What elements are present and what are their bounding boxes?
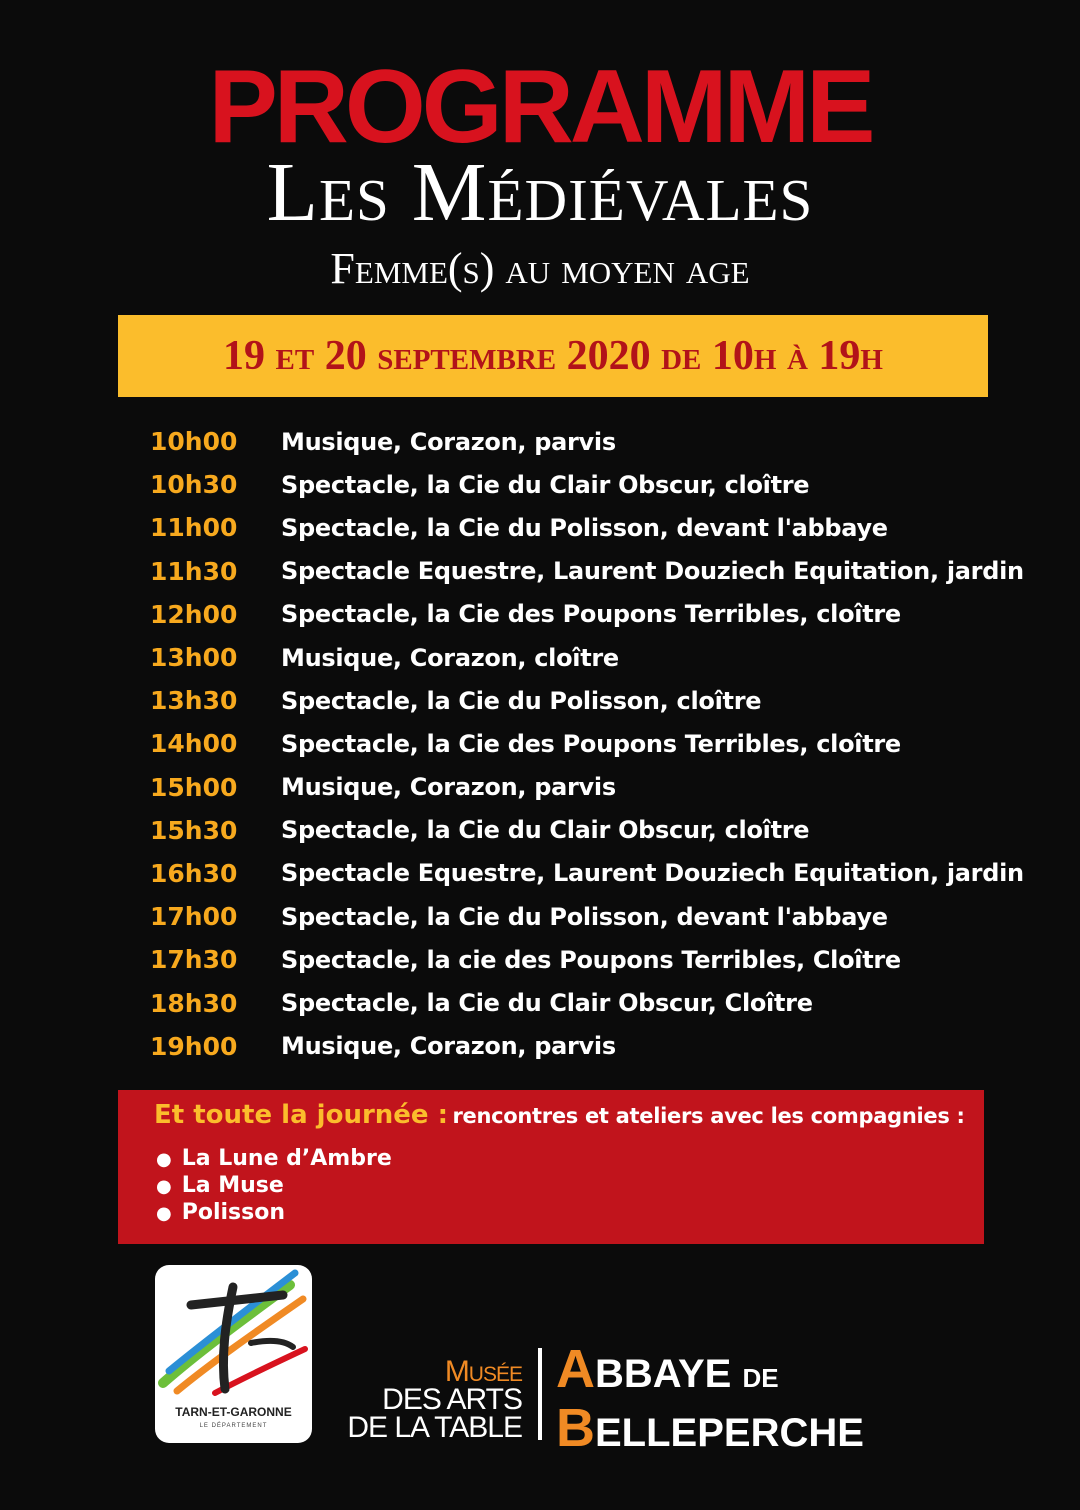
schedule-time: 18h30 <box>150 988 238 1018</box>
all-day-box <box>118 1090 984 1244</box>
company-item: ● La Muse <box>156 1173 392 1200</box>
abbaye-line-2 <box>556 1398 864 1458</box>
date-banner: 19 et 20 septembre 2020 de 10h à 19h <box>118 315 988 397</box>
department-subtitle: LE DÉPARTEMENT <box>199 1423 268 1429</box>
company-item: ● La Lune d’Ambre <box>156 1146 392 1173</box>
schedule-time: 16h30 <box>150 858 238 888</box>
schedule-event: Spectacle, la Cie des Poupons Terribles, cloître <box>281 729 901 758</box>
schedule-row <box>150 420 1050 463</box>
belleperche-word: ELLEPERCHE <box>595 1411 864 1455</box>
schedule-time: 12h00 <box>150 599 238 629</box>
schedule-time: 13h30 <box>150 686 238 716</box>
schedule-row <box>150 981 1050 1024</box>
schedule-time: 11h30 <box>150 556 238 586</box>
schedule-event: Spectacle, la Cie du Polisson, devant l'abbaye <box>281 902 888 931</box>
schedule-list <box>150 420 1050 1068</box>
abbaye-logo <box>556 1339 864 1458</box>
schedule-event: Musique, Corazon, parvis <box>281 427 616 456</box>
schedule-row <box>150 766 1050 809</box>
schedule-time: 15h00 <box>150 772 238 802</box>
schedule-event: Spectacle, la Cie du Clair Obscur, Cloître <box>281 989 813 1018</box>
musee-line-2: DES ARTS <box>382 1383 522 1416</box>
schedule-row <box>150 593 1050 636</box>
company-item: ● Polisson <box>156 1200 392 1227</box>
schedule-time: 17h30 <box>150 945 238 975</box>
logo-divider <box>538 1348 542 1440</box>
schedule-event: Musique, Corazon, parvis <box>281 1032 616 1061</box>
all-day-heading <box>154 1100 965 1130</box>
schedule-event: Spectacle, la cie des Poupons Terribles, Cloître <box>281 945 901 974</box>
schedule-time: 17h00 <box>150 902 238 932</box>
schedule-time: 13h00 <box>150 643 238 673</box>
poster-subtitle: Les Médiévales <box>266 146 814 239</box>
schedule-event: Spectacle, la Cie du Polisson, devant l'abbaye <box>281 513 888 542</box>
schedule-event: Musique, Corazon, cloître <box>281 643 619 672</box>
schedule-event: Spectacle, la Cie du Clair Obscur, cloître <box>281 470 810 499</box>
schedule-row <box>150 636 1050 679</box>
musee-logo <box>340 1355 522 1444</box>
abbaye-initial-a: A <box>556 1339 595 1399</box>
poster-tagline: Femme(s) au moyen age <box>330 244 750 293</box>
poster-title: PROGRAMME <box>208 49 872 165</box>
musee-line-3: DE LA TABLE <box>347 1411 522 1444</box>
schedule-event: Spectacle Equestre, Laurent Douziech Equitation, jardin <box>281 859 1024 888</box>
schedule-row <box>150 506 1050 549</box>
schedule-row <box>150 809 1050 852</box>
schedule-event: Spectacle, la Cie des Poupons Terribles, cloître <box>281 600 901 629</box>
schedule-time: 15h30 <box>150 815 238 845</box>
abbaye-word: BBAYE <box>595 1352 732 1396</box>
schedule-time: 19h00 <box>150 1031 238 1061</box>
schedule-row <box>150 852 1050 895</box>
schedule-row <box>150 895 1050 938</box>
schedule-time: 10h30 <box>150 470 238 500</box>
department-name: TARN-ET-GARONNE <box>175 1405 292 1419</box>
department-emblem-icon <box>155 1265 312 1405</box>
tarn-et-garonne-logo <box>155 1265 312 1443</box>
schedule-row <box>150 938 1050 981</box>
musee-line-1: Musée <box>444 1355 522 1388</box>
schedule-row <box>150 1025 1050 1068</box>
companies-list <box>156 1146 392 1227</box>
schedule-row <box>150 722 1050 765</box>
schedule-time: 10h00 <box>150 427 238 457</box>
abbaye-line-1 <box>556 1339 864 1403</box>
schedule-event: Spectacle, la Cie du Clair Obscur, cloître <box>281 816 810 845</box>
schedule-row <box>150 679 1050 722</box>
schedule-time: 11h00 <box>150 513 238 543</box>
schedule-event: Spectacle, la Cie du Polisson, cloître <box>281 686 762 715</box>
abbaye-de: DE <box>742 1363 779 1393</box>
all-day-text: rencontres et ateliers avec les compagnies : <box>452 1104 965 1128</box>
schedule-row <box>150 463 1050 506</box>
abbaye-initial-b: B <box>556 1398 595 1458</box>
all-day-label: Et toute la journée : <box>154 1100 448 1130</box>
schedule-event: Spectacle Equestre, Laurent Douziech Equitation, jardin <box>281 557 1024 586</box>
schedule-event: Musique, Corazon, parvis <box>281 773 616 802</box>
schedule-row <box>150 550 1050 593</box>
schedule-time: 14h00 <box>150 729 238 759</box>
